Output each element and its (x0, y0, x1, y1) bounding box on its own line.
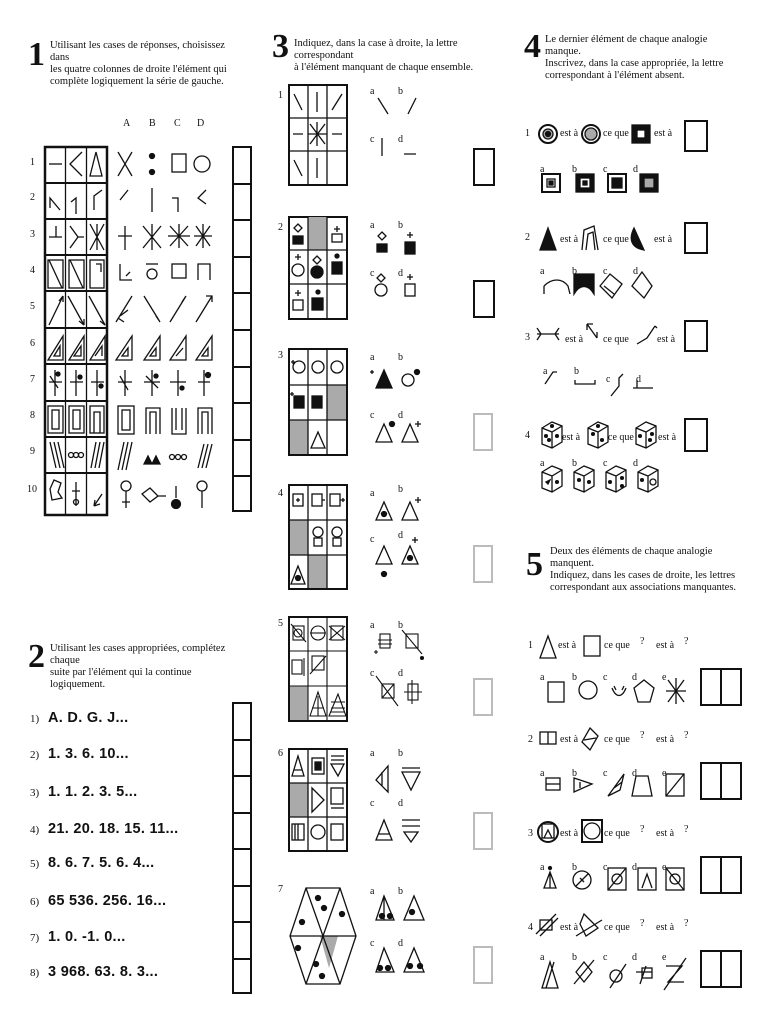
answer-box[interactable] (702, 764, 722, 798)
option-letter: d (398, 798, 403, 809)
ce-que-label: ce que (603, 234, 629, 245)
est-a-label: est à (656, 640, 675, 651)
options-figure (368, 886, 432, 986)
row-label: 5 (30, 301, 35, 312)
sequence-label: 7) (30, 932, 40, 944)
answer-box[interactable] (722, 858, 740, 892)
instruction-line: Inscrivez, dans la case appropriée, la lettre (545, 58, 724, 69)
matrix-figure (288, 84, 350, 186)
row-label: 9 (30, 446, 35, 457)
option-letter: b (398, 484, 403, 495)
options-figure (368, 220, 428, 310)
est-a-label: est à (656, 734, 675, 745)
answer-box[interactable] (234, 441, 250, 478)
option-letter: e (662, 672, 667, 683)
option-letter: c (370, 534, 375, 545)
row-label: 3 (30, 229, 35, 240)
ce-que-label: ce que (604, 734, 630, 745)
option-letter: b (572, 952, 577, 963)
matrix-figure (288, 348, 350, 456)
instruction-line: Utilisant les cases de réponses, choisissez dans (50, 40, 225, 63)
answer-box[interactable] (684, 418, 708, 452)
answer-box[interactable] (234, 704, 250, 741)
ce-que-label: ce que (604, 828, 630, 839)
matrix-figure (288, 484, 350, 590)
answer-box[interactable] (473, 413, 493, 451)
sequence-label: 8) (30, 967, 40, 979)
answer-box[interactable] (473, 280, 495, 318)
sequence-label: 6) (30, 896, 40, 908)
option-letter: c (603, 952, 608, 963)
option-letter: d (632, 672, 637, 683)
option-letter: b (398, 86, 403, 97)
answer-box[interactable] (234, 814, 250, 851)
est-a-label: est à (560, 128, 579, 139)
option-letter: a (543, 366, 548, 377)
option-letter: e (662, 862, 667, 873)
option-letter: b (398, 352, 403, 363)
option-letter: c (603, 672, 608, 683)
option-letter: a (370, 86, 375, 97)
option-letter: b (572, 266, 577, 277)
instruction-line: correspondant aux associations manquantes. (550, 582, 737, 593)
matrix-figure (288, 616, 350, 722)
answer-box[interactable] (234, 185, 250, 222)
answer-column-s2 (232, 702, 252, 994)
series-grid-figure (44, 146, 108, 516)
section-5-instruction (550, 546, 750, 594)
answer-box[interactable] (234, 923, 250, 960)
option-letter: e (662, 768, 667, 779)
option-letter: d (633, 458, 638, 469)
matrix-figure (288, 748, 350, 852)
answer-box[interactable] (684, 120, 708, 152)
est-a-label: est à (560, 234, 579, 245)
answer-box[interactable] (234, 331, 250, 368)
ce-que-label: ce que (604, 640, 630, 651)
answer-box[interactable] (473, 946, 493, 984)
answer-box[interactable] (234, 221, 250, 258)
option-letter: d (633, 164, 638, 175)
answer-box[interactable] (234, 477, 250, 514)
item-label: 7 (278, 884, 283, 895)
instruction-line: suite par l'élément qui la continue logiquement. (50, 667, 192, 690)
item-label: 3 (525, 332, 530, 343)
instruction-line: correspondant à l'élément absent. (545, 70, 685, 81)
answer-box[interactable] (234, 368, 250, 405)
ce-que-label: ce que (604, 922, 630, 933)
est-a-label: est à (656, 922, 675, 933)
est-a-label: est à (560, 734, 579, 745)
option-letter: d (398, 268, 403, 279)
option-letter: c (370, 268, 375, 279)
section-5-number: 5 (526, 546, 542, 583)
answer-box-pair (700, 762, 742, 800)
est-a-label: est à (656, 828, 675, 839)
option-letter: a (540, 952, 545, 963)
option-letter: c (370, 798, 375, 809)
answer-box[interactable] (234, 960, 250, 997)
item-label: 2 (278, 222, 283, 233)
sequence-label: 5) (30, 858, 40, 870)
question-mark: ? (640, 636, 645, 647)
option-letter: a (370, 748, 375, 759)
answer-column-s1 (232, 146, 252, 512)
answer-box[interactable] (473, 678, 493, 716)
options-figure (368, 86, 428, 166)
option-letter: a (370, 352, 375, 363)
sequence-label: 2) (30, 749, 40, 761)
row-label: 10 (27, 484, 37, 495)
sequence-value: 1. 1. 2. 3. 5... (48, 784, 138, 800)
instruction-line: à l'élément manquant de chaque ensemble. (294, 62, 474, 73)
est-a-label: est à (565, 334, 584, 345)
option-letter: c (370, 938, 375, 949)
instruction-line: complète logiquement la série de gauche. (50, 76, 224, 87)
column-label-a: A (123, 118, 131, 129)
option-letter: a (540, 862, 545, 873)
est-a-label: est à (558, 640, 577, 651)
est-a-label: est à (657, 334, 676, 345)
section-3-number: 3 (272, 28, 288, 65)
question-mark: ? (684, 918, 689, 929)
option-letter: b (398, 886, 403, 897)
matrix-figure (288, 216, 350, 320)
ce-que-label: ce que (608, 432, 634, 443)
option-letter: a (540, 672, 545, 683)
sequence-value: 65 536. 256. 16... (48, 893, 167, 909)
option-letter: c (603, 458, 608, 469)
option-letter: c (370, 410, 375, 421)
sequence-value: A. D. G. J... (48, 710, 129, 726)
section-3-instruction (294, 38, 514, 74)
option-letter: d (632, 768, 637, 779)
row-label: 8 (30, 410, 35, 421)
item-label: 2 (528, 734, 533, 745)
answer-box[interactable] (684, 320, 708, 352)
option-letter: a (370, 488, 375, 499)
sequence-value: 3 968. 63. 8. 3... (48, 964, 159, 980)
option-letter: c (603, 266, 608, 277)
section-2-number: 2 (28, 638, 44, 675)
answer-box[interactable] (473, 812, 493, 850)
option-letter: c (606, 374, 611, 385)
section-4-instruction (545, 34, 745, 82)
option-letter: b (398, 620, 403, 631)
option-letter: d (398, 938, 403, 949)
item-label: 3 (278, 350, 283, 361)
instruction-line: les quatre colonnes de droite l'élément qui (50, 64, 227, 75)
answer-box-pair (700, 668, 742, 706)
est-a-label: est à (560, 828, 579, 839)
row-label: 1 (30, 157, 35, 168)
question-mark: ? (684, 730, 689, 741)
item-label: 6 (278, 748, 283, 759)
option-letter: c (603, 862, 608, 873)
options-figure (368, 352, 428, 452)
sequence-value: 1. 0. -1. 0... (48, 929, 126, 945)
option-letter: e (662, 952, 667, 963)
instruction-line: Indiquez, dans la case à droite, la lettre correspondant (294, 38, 458, 61)
answer-box[interactable] (473, 545, 493, 583)
item-label: 4 (528, 922, 533, 933)
option-letter: a (370, 620, 375, 631)
sequence-value: 21. 20. 18. 15. 11... (48, 821, 179, 837)
answer-box[interactable] (722, 952, 740, 986)
ce-que-label: ce que (603, 128, 629, 139)
option-letter: d (398, 668, 403, 679)
item-label: 4 (278, 488, 283, 499)
option-letter: d (398, 530, 403, 541)
option-letter: d (398, 134, 403, 145)
answer-box[interactable] (702, 858, 722, 892)
answer-box[interactable] (234, 887, 250, 924)
option-letter: b (398, 220, 403, 231)
sequence-value: 1. 3. 6. 10... (48, 746, 129, 762)
section-1-instruction (50, 40, 230, 88)
option-letter: b (398, 748, 403, 759)
column-label-b: B (149, 118, 156, 129)
section-2-instruction (50, 643, 240, 691)
option-letter: a (540, 768, 545, 779)
option-letter: c (370, 668, 375, 679)
option-letter: b (572, 672, 577, 683)
question-mark: ? (640, 824, 645, 835)
option-letter: a (370, 220, 375, 231)
item-label: 2 (525, 232, 530, 243)
instruction-line: Deux des éléments de chaque analogie manquent. (550, 546, 713, 569)
item-label: 1 (278, 90, 283, 101)
est-a-label: est à (654, 234, 673, 245)
option-letter: a (540, 266, 545, 277)
option-letter: c (603, 768, 608, 779)
option-letter: d (636, 374, 641, 385)
section-1-number: 1 (28, 36, 44, 73)
option-letter: d (632, 862, 637, 873)
option-letter: b (574, 366, 579, 377)
series-options-figure (110, 146, 220, 516)
row-label: 4 (30, 265, 35, 276)
item-label: 1 (525, 128, 530, 139)
est-a-label: est à (654, 128, 673, 139)
option-letter: a (370, 886, 375, 897)
answer-box[interactable] (234, 148, 250, 185)
answer-box[interactable] (702, 670, 722, 704)
answer-box[interactable] (684, 222, 708, 254)
est-a-label: est à (658, 432, 677, 443)
question-mark: ? (684, 636, 689, 647)
option-letter: b (572, 862, 577, 873)
item-label: 3 (528, 828, 533, 839)
instruction-line: Indiquez, dans les cases de droite, les lettres (550, 570, 736, 581)
question-mark: ? (684, 824, 689, 835)
ce-que-label: ce que (603, 334, 629, 345)
section-4-number: 4 (524, 28, 540, 65)
question-mark: ? (640, 918, 645, 929)
option-letter: b (572, 458, 577, 469)
answer-box[interactable] (234, 741, 250, 778)
option-letter: d (632, 952, 637, 963)
instruction-line: Le dernier élément de chaque analogie manque. (545, 34, 708, 57)
est-a-label: est à (562, 432, 581, 443)
answer-box[interactable] (722, 764, 740, 798)
est-a-label: est à (560, 922, 579, 933)
item-label: 1 (528, 640, 533, 651)
answer-box[interactable] (234, 404, 250, 441)
sequence-label: 1) (30, 713, 40, 725)
row-label: 6 (30, 338, 35, 349)
option-letter: a (540, 164, 545, 175)
option-letter: a (540, 458, 545, 469)
answer-box[interactable] (722, 670, 740, 704)
option-letter: c (370, 134, 375, 145)
answer-box[interactable] (473, 148, 495, 186)
item-label: 5 (278, 618, 283, 629)
sequence-label: 3) (30, 787, 40, 799)
column-label-c: C (174, 118, 181, 129)
answer-box[interactable] (234, 777, 250, 814)
answer-box[interactable] (234, 258, 250, 295)
answer-box[interactable] (702, 952, 722, 986)
option-letter: c (603, 164, 608, 175)
option-letter: b (572, 768, 577, 779)
hexagon-figure (288, 884, 358, 988)
option-letter: d (633, 266, 638, 277)
sequence-value: 8. 6. 7. 5. 6. 4... (48, 855, 155, 871)
row-label: 2 (30, 192, 35, 203)
column-label-d: D (197, 118, 205, 129)
sequence-label: 4) (30, 824, 40, 836)
answer-box[interactable] (234, 294, 250, 331)
item-label: 4 (525, 430, 530, 441)
answer-box-pair (700, 856, 742, 894)
instruction-line: Utilisant les cases appropriées, complétez chaque (50, 643, 226, 666)
option-letter: d (398, 410, 403, 421)
option-letter: b (572, 164, 577, 175)
answer-box-pair (700, 950, 742, 988)
row-label: 7 (30, 374, 35, 385)
answer-box[interactable] (234, 850, 250, 887)
question-mark: ? (640, 730, 645, 741)
